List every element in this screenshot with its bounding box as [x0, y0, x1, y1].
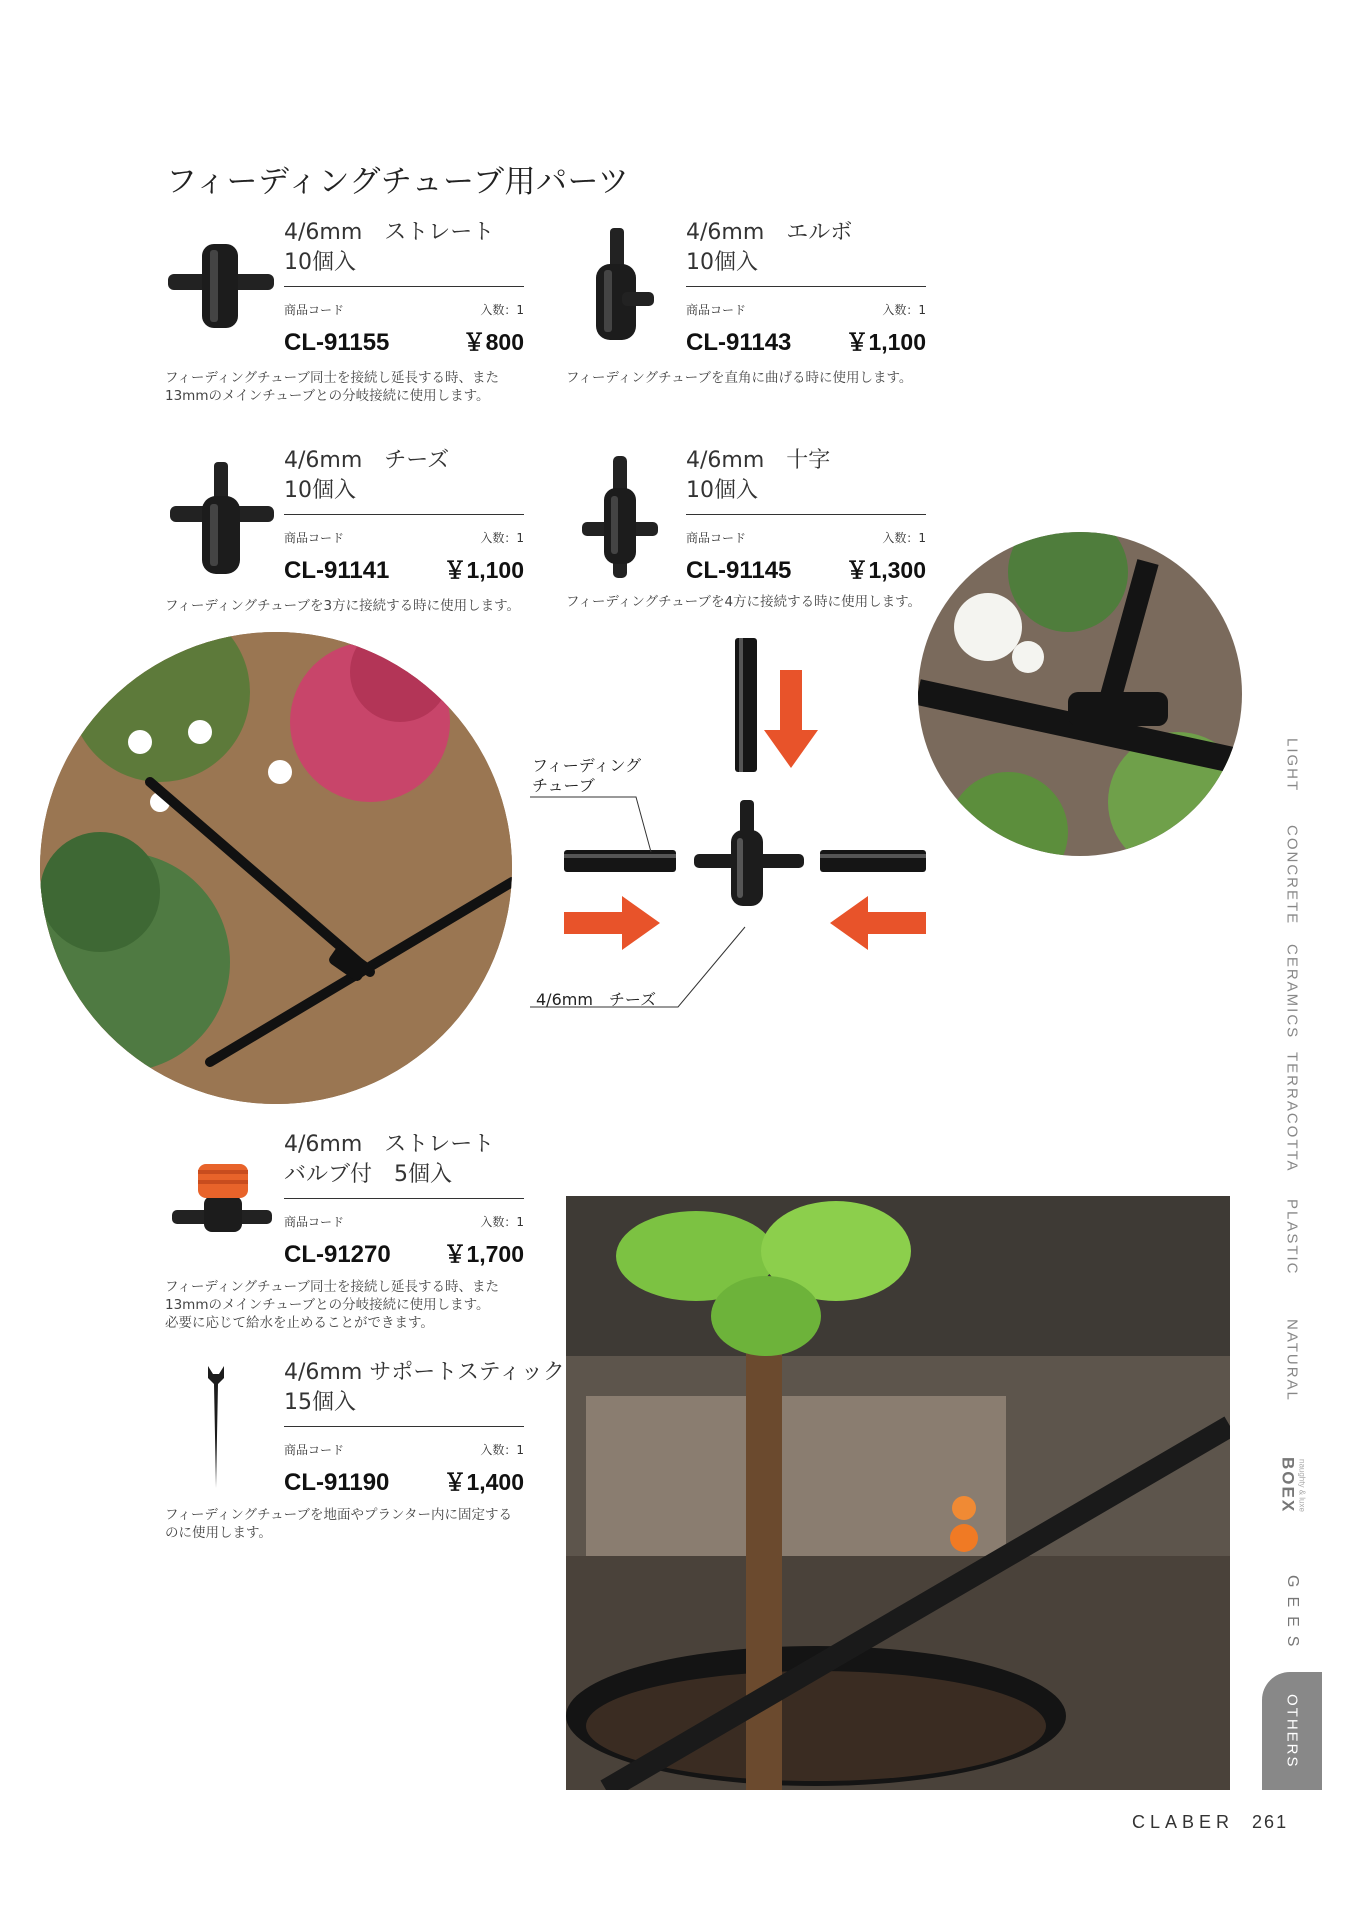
product-description: フィーディングチューブを地面やプランター内に固定する のに使用します。: [165, 1507, 512, 1541]
product-cl-91190: [284, 1358, 565, 1497]
page-footer: [1132, 1812, 1288, 1833]
product-cl-91143: [686, 218, 926, 357]
product-name: 4/6mm ストレート バルブ付 5個入: [284, 1132, 495, 1187]
product-description: フィーディングチューブを直角に曲げる時に使用します。: [566, 370, 913, 386]
code-label: 商品コード: [284, 1443, 345, 1457]
tab-concrete[interactable]: CONCRETE: [1283, 824, 1301, 926]
qty-label: 入数：1: [480, 1215, 524, 1229]
connector-closeup-photo: [918, 532, 1242, 856]
qty-label: 入数：1: [882, 303, 926, 317]
left-tube: [564, 850, 676, 872]
product-price: ￥1,400: [443, 1469, 524, 1495]
divider: [686, 514, 926, 515]
product-code: CL-91270: [284, 1241, 391, 1268]
product-name: 4/6mm サポートスティック 15個入: [284, 1360, 565, 1415]
cross-connector-image: [578, 452, 662, 582]
qty-label: 入数：1: [480, 531, 524, 545]
tab-terracotta[interactable]: TERRACOTTA: [1283, 1051, 1301, 1173]
part-label: 4/6mm チーズ: [536, 990, 657, 1009]
tab-others[interactable]: OTHERS: [1262, 1672, 1322, 1790]
divider: [284, 1198, 524, 1199]
tube-label: フィーディング チューブ: [532, 756, 642, 795]
qty-label: 入数：1: [882, 531, 926, 545]
product-price: ￥800: [462, 329, 524, 355]
garden-tubing-photo: [40, 632, 512, 1104]
tee-connection-diagram: [530, 630, 930, 1020]
qty-label: 入数：1: [480, 303, 524, 317]
boex-subtitle: naughty & luxe: [1297, 1458, 1307, 1512]
tab-light[interactable]: LIGHT: [1283, 737, 1301, 793]
product-description: フィーディングチューブを4方に接続する時に使用します。: [566, 594, 921, 610]
code-label: 商品コード: [284, 531, 345, 545]
category-tabs: [1262, 700, 1322, 1790]
product-cl-91145: [686, 446, 926, 585]
code-label: 商品コード: [686, 303, 747, 317]
product-description: フィーディングチューブ同士を接続し延長する時、また 13mmのメインチューブとの分岐接続に使用します。: [165, 370, 499, 404]
product-description: フィーディングチューブ同士を接続し延長する時、また 13mmのメインチューブとの分岐接続に使用します。 必要に応じて給水を止めることができます。: [165, 1279, 499, 1331]
divider: [284, 514, 524, 515]
product-price: ￥1,100: [845, 329, 926, 355]
divider: [284, 1426, 524, 1427]
product-code: CL-91141: [284, 557, 390, 584]
product-code: CL-91145: [686, 557, 792, 584]
divider: [686, 286, 926, 287]
product-cl-91141: [284, 446, 524, 585]
product-code: CL-91155: [284, 329, 390, 356]
plant-drip-irrigation-photo: [566, 1196, 1230, 1790]
arrow-down-icon: [764, 670, 818, 768]
product-description: フィーディングチューブを3方に接続する時に使用します。: [165, 598, 520, 614]
code-label: 商品コード: [686, 531, 747, 545]
product-code: CL-91143: [686, 329, 792, 356]
tab-ceramics[interactable]: CERAMICS: [1283, 944, 1301, 1040]
vertical-tube: [735, 638, 757, 772]
support-stick-image: [204, 1364, 228, 1490]
code-label: 商品コード: [284, 1215, 345, 1229]
product-name: 4/6mm エルボ 10個入: [686, 220, 853, 275]
code-label: 商品コード: [284, 303, 345, 317]
product-price: ￥1,700: [443, 1241, 524, 1267]
valve-connector-image: [168, 1160, 276, 1236]
page-title: フィーディングチューブ用パーツ: [166, 164, 630, 200]
product-cl-91270: [284, 1130, 524, 1269]
tee-connector-image: [166, 458, 278, 578]
arrow-left-icon: [830, 896, 926, 950]
product-name: 4/6mm チーズ 10個入: [284, 448, 450, 503]
straight-connector-image: [162, 236, 280, 336]
tab-plastic[interactable]: PLASTIC: [1283, 1198, 1301, 1276]
tab-natural[interactable]: NATURAL: [1283, 1318, 1301, 1402]
divider: [284, 286, 524, 287]
arrow-right-icon: [564, 896, 660, 950]
product-price: ￥1,300: [845, 557, 926, 583]
tab-gees[interactable]: GEES: [1284, 1574, 1301, 1656]
right-tube: [820, 850, 926, 872]
tube-leader-line: [530, 797, 651, 852]
page-number: 261: [1252, 1812, 1289, 1832]
qty-label: 入数：1: [480, 1443, 524, 1457]
product-price: ￥1,100: [443, 557, 524, 583]
elbow-connector-image: [582, 224, 656, 344]
product-name: 4/6mm 十字 10個入: [686, 448, 831, 503]
tab-boex[interactable]: BOEX naughty & luxe: [1278, 1456, 1307, 1514]
tee-part: [694, 800, 804, 906]
product-code: CL-91190: [284, 1469, 390, 1496]
product-cl-91155: [284, 218, 524, 357]
product-name: 4/6mm ストレート 10個入: [284, 220, 495, 275]
brand-name: CLABER: [1132, 1812, 1235, 1832]
